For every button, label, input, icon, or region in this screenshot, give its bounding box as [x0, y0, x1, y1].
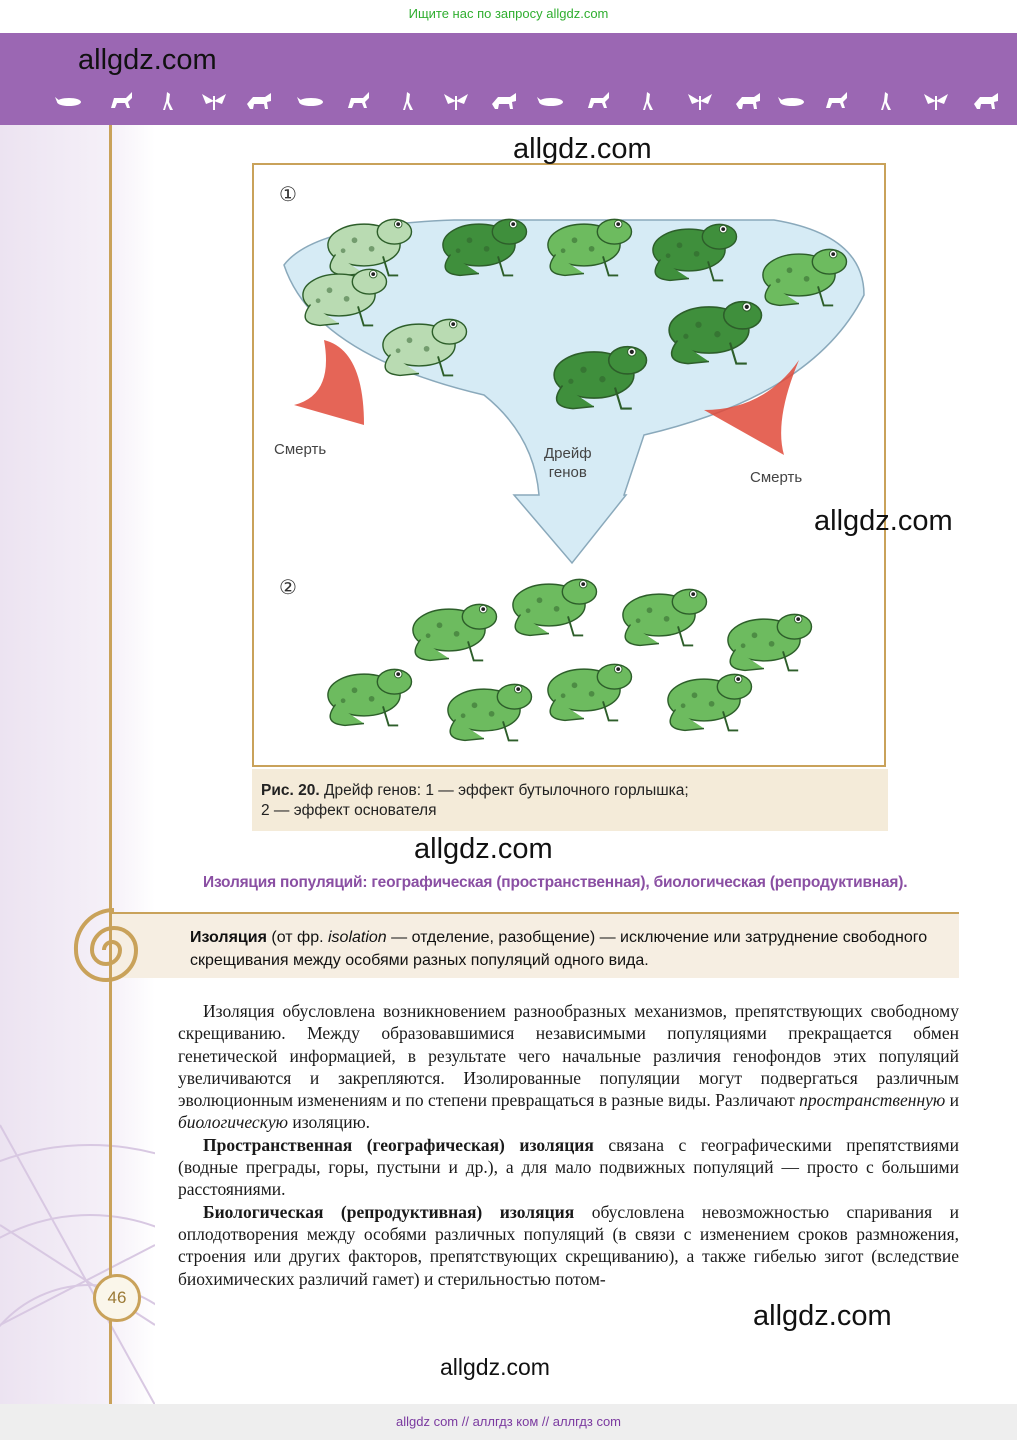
paragraph-3: Биологическая (репродуктивная) изоляция обусловлена невозможностью спаривания и оплодотворения между особями различных популяций (в связи с изменением сроков размножения, строения или других факторов, препятствующих скрещиванию), а также гибелью зигот (вследствие биохимических различий гамет) и стерильностью потом-: [178, 1201, 959, 1289]
watermark: allgdz.com: [513, 133, 652, 165]
butterfly-icon: [442, 90, 470, 112]
figure-20-frame: [252, 163, 886, 767]
frog-icon: [413, 604, 497, 660]
dolphin-icon: [297, 90, 325, 112]
watermark: allgdz.com: [414, 833, 553, 865]
butterfly-icon: [686, 90, 714, 112]
watermark: allgdz.com: [440, 1354, 550, 1380]
paragraph-1: Изоляция обусловлена возникновением разнообразных механизмов, препятствующих свободному скрещиванию. Между образовавшимися независимыми популяциями прекращается обмен генетической информацией, в результате чего начальные различия генофондов этих популяций увеличиваются и закрепляются. Изолированные популяции могут подвергаться различным эволюционным изменениям и по степени превращаться в разные виды. Различают пространственную и биологическую изоляцию.: [178, 1001, 960, 1133]
figure-caption: [252, 769, 888, 831]
left-margin-decoration: [0, 125, 155, 1405]
top-search-link[interactable]: Ищите нас по запросу allgdz.com: [408, 6, 609, 21]
watermark: allgdz.com: [78, 44, 217, 76]
label-drift-line1: Дрейф: [544, 445, 592, 462]
deer-icon: [823, 90, 851, 112]
bird-icon: [873, 90, 901, 112]
dolphin-icon: [537, 90, 565, 112]
dolphin-icon: [55, 90, 83, 112]
definition-box: [112, 912, 959, 978]
frog-icon: [448, 684, 532, 740]
bird-icon: [635, 90, 663, 112]
label-gene-drift: [544, 444, 592, 482]
figure-marker-2: ②: [279, 577, 297, 599]
body-text: [178, 1000, 959, 1290]
deer-icon: [108, 90, 136, 112]
caption-number: Рис. 20.: [261, 782, 320, 799]
butterfly-icon: [922, 90, 950, 112]
dolphin-icon: [778, 90, 806, 112]
frog-icon: [548, 664, 632, 720]
footer-link[interactable]: allgdz com // аллгдз ком // аллгдз com: [395, 1414, 622, 1429]
lion-icon: [490, 90, 518, 112]
lion-icon: [734, 90, 762, 112]
deer-icon: [345, 90, 373, 112]
section-subheading: Изоляция популяций: географическая (пространственная), биологическая (репродуктивная).: [203, 874, 908, 891]
label-death-left: Смерть: [274, 441, 327, 458]
figure-marker-1: ①: [279, 184, 297, 206]
margin-gold-line: [109, 125, 112, 1405]
definition-foreign-word: isolation: [327, 929, 387, 946]
caption-line2: 2 — эффект основателя: [261, 802, 437, 819]
label-death-right: Смерть: [750, 469, 803, 486]
page-number: 46: [93, 1274, 141, 1322]
caption-line1: Дрейф генов: 1 — эффект бутылочного горлышка;: [319, 782, 689, 799]
paragraph-2: Пространственная (географическая) изоляция связана с географическими препятствиями (водные преграды, горы, пустыни и др.), а для мало подвижных популяций — просто с большими расстояниями.: [178, 1134, 959, 1200]
frog-icon: [328, 669, 412, 725]
frog-icon: [728, 614, 812, 670]
frog-icon: [623, 589, 707, 645]
watermark: allgdz.com: [814, 505, 953, 537]
definition-text: (от фр.: [266, 929, 328, 946]
lion-icon: [245, 90, 273, 112]
deer-icon: [585, 90, 613, 112]
spiral-shell-icon: [62, 902, 162, 998]
lion-icon: [972, 90, 1000, 112]
definition-text: — отделение, разобщение) — исключение или затруднение свободного скрещивания между особями разных популяций одного вида.: [190, 929, 928, 969]
bird-icon: [395, 90, 423, 112]
bird-icon: [155, 90, 183, 112]
frog-icon: [513, 579, 597, 635]
butterfly-icon: [200, 90, 228, 112]
frog-icon: [668, 674, 752, 730]
definition-term: Изоляция: [190, 929, 267, 946]
spiral-ornament-icon: [0, 125, 155, 1405]
watermark: allgdz.com: [753, 1300, 892, 1332]
label-drift-line2: генов: [548, 464, 587, 481]
